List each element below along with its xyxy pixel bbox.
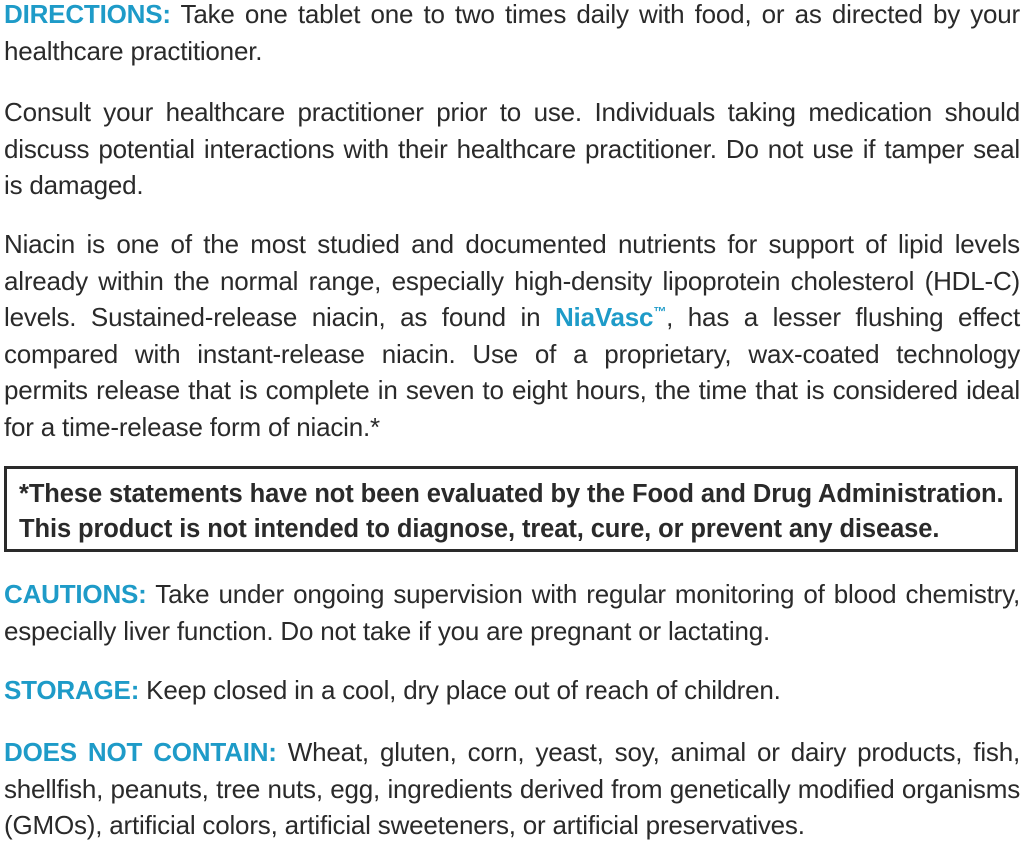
niacin-text-intro: Niacin is one of the most studied and documented nutrients for support of lipid levels already within the normal range, especially high-density lipoprotein cholesterol (HDL-C) levels. Sustained-release niacin, as found in [4, 229, 1020, 332]
cautions-text: Take under ongoing supervision with regular monitoring of blood chemistry, especially liver function. Do not take if you are pregnant or lactating. [4, 579, 1020, 646]
disclaimer-line-2: This product is not intended to diagnose, treat, cure, or prevent any disease. [19, 515, 940, 543]
does-not-contain-paragraph [4, 734, 1020, 844]
does-not-contain-text: Wheat, gluten, corn, yeast, soy, animal or dairy products, fish, shellfish, peanuts, tree nuts, egg, ingredients derived from genetically modified organisms (GMOs), artificial colors, artificial sweeteners, or artificial preservatives. [4, 737, 1020, 840]
cautions-heading: CAUTIONS: [4, 579, 147, 609]
directions-text: Take one tablet one to two times daily with food, or as directed by your healthcare practitioner. [4, 0, 1020, 66]
fda-disclaimer-box [4, 466, 1018, 552]
storage-heading: STORAGE: [4, 675, 140, 705]
does-not-contain-heading: DOES NOT CONTAIN: [4, 737, 277, 767]
disclaimer-line-1: *These statements have not been evaluated by the Food and Drug Administration. [19, 480, 1004, 508]
trademark-symbol: ™ [653, 304, 667, 319]
directions-paragraph [4, 0, 1020, 69]
directions-heading: DIRECTIONS: [4, 0, 171, 29]
niacin-paragraph [4, 226, 1020, 445]
cautions-paragraph [4, 576, 1020, 649]
storage-paragraph [4, 672, 781, 709]
consult-paragraph: Consult your healthcare practitioner prior to use. Individuals taking medication should discuss potential interactions with their healthcare practitioner. Do not use if tamper seal is damaged. [4, 97, 1020, 200]
brand-name-text: NiaVasc [554, 302, 654, 332]
storage-text: Keep closed in a cool, dry place out of reach of children. [139, 675, 781, 705]
brand-name [555, 302, 666, 332]
niacin-text-rest: , has a lesser flushing effect compared with instant-release niacin. Use of a proprietary, wax-coated technology permits release that is complete in seven to eight hours, the time that is considered ideal for a time-release form of niacin.* [4, 302, 1020, 442]
